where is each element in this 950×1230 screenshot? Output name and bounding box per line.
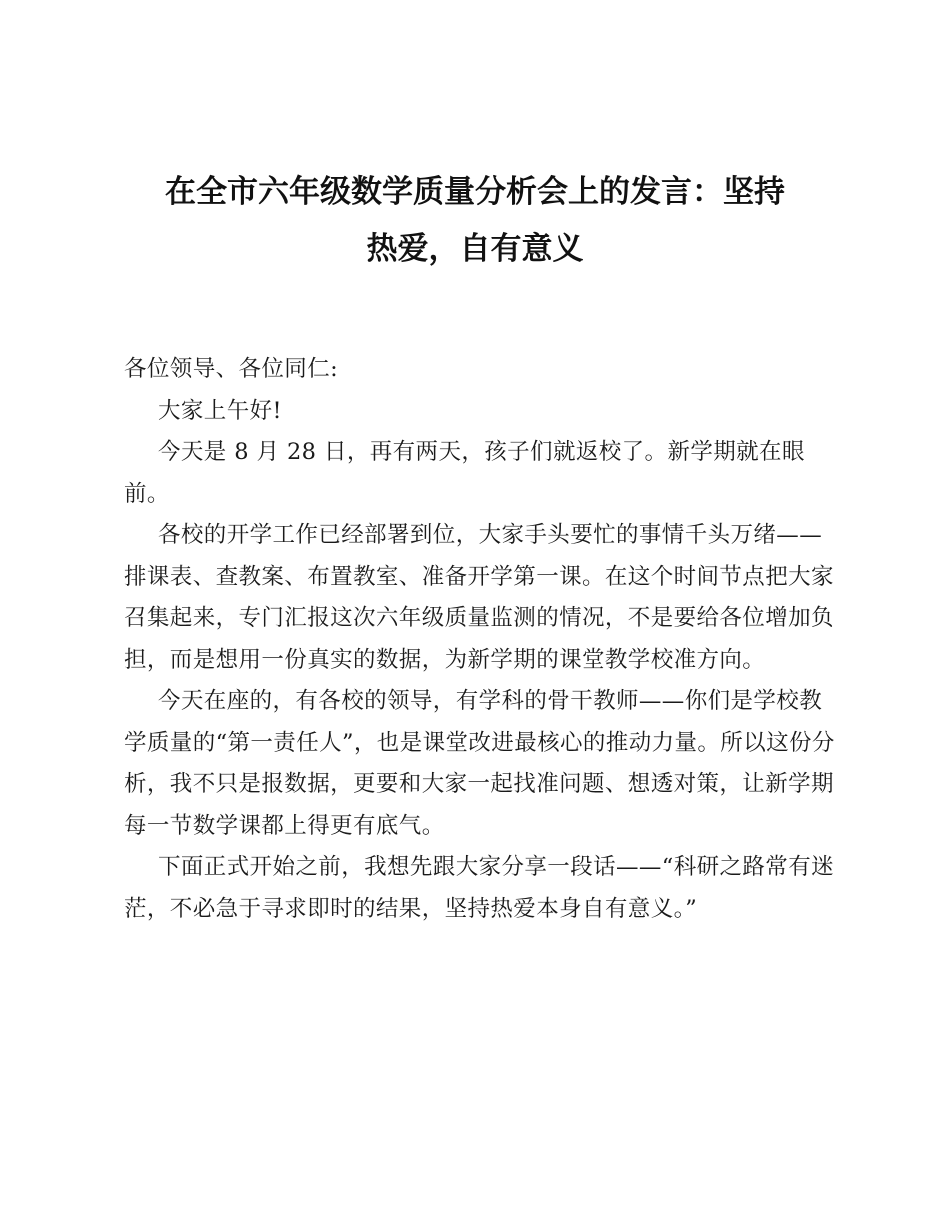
paragraph-quote: 下面正式开始之前，我想先跟大家分享一段话——“科研之路常有迷茫，不必急于寻求即时的结果，坚持热爱本身自有意义。” [124, 854, 835, 922]
paragraph-audience: 今天在座的，有各校的领导，有学科的骨干教师——你们是学校教学质量的“第一责任人”，也是课堂改进最核心的推动力量。所以这份分析，我不只是报数据，更要和大家一起找准问题、想透对策，让新学期每一节数学课都上得更有底气。 [124, 688, 835, 839]
salutation: 各位领导、各位同仁: [124, 356, 339, 382]
document-body [124, 349, 836, 930]
title-line-2: 热爱，自有意义 [366, 231, 584, 267]
paragraph-greeting: 大家上午好! [158, 397, 282, 424]
paragraph-purpose: 各校的开学工作已经部署到位，大家手头要忙的事情千头万绪——排课表、查教案、布置教室、准备开学第一课。在这个时间节点把大家召集起来，专门汇报这次六年级质量监测的情况，不是要给各位增加负担，而是想用一份真实的数据，为新学期的课堂教学校准方向。 [124, 522, 834, 673]
document-title [100, 164, 850, 278]
paragraph-date: 今天是 8 月 28 日，再有两天，孩子们就返校了。新学期就在眼前。 [124, 439, 805, 507]
title-line-1: 在全市六年级数学质量分析会上的发言：坚持 [165, 174, 785, 210]
